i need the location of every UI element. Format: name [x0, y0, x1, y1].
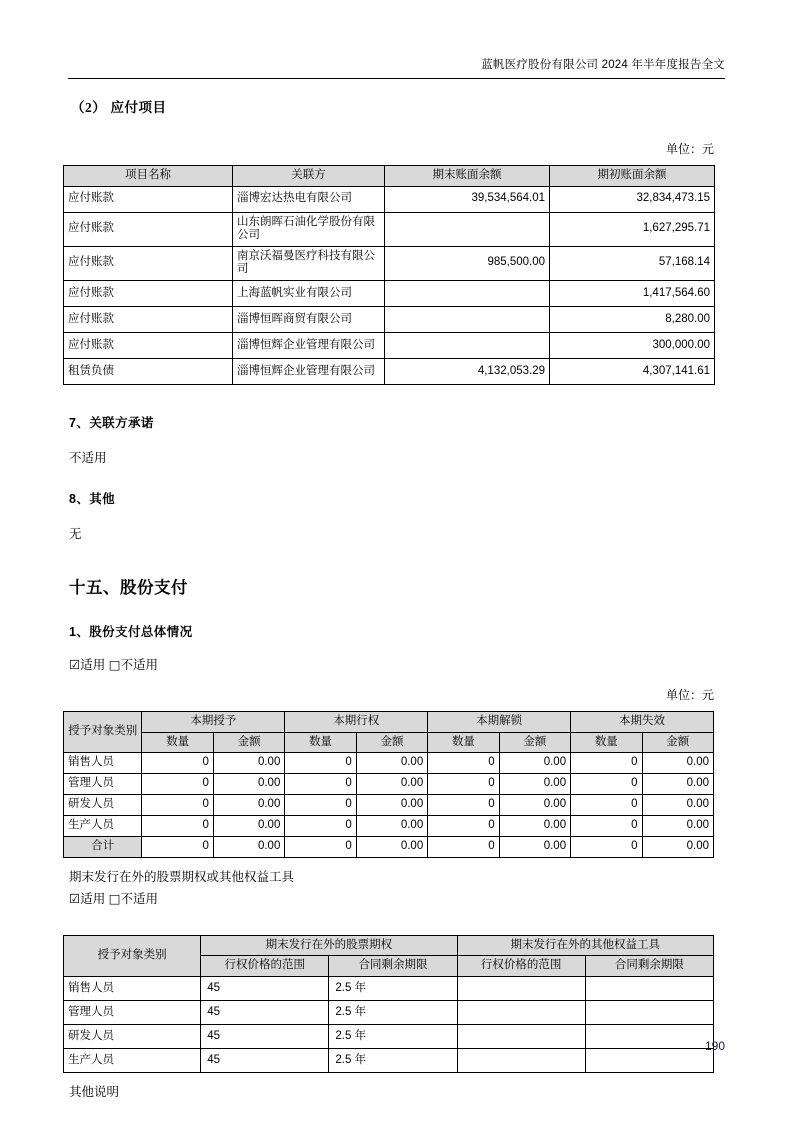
cell-value: 0: [142, 753, 213, 774]
sub-header-quantity: 数量: [142, 732, 213, 753]
cell-value: 0: [142, 795, 213, 816]
cell-value: 0.00: [642, 774, 713, 795]
cell-end-balance: [385, 306, 550, 332]
cell-remaining-term-other: [585, 976, 713, 1000]
cell-value: 0.00: [356, 795, 427, 816]
other-heading-text: 其他: [89, 492, 116, 507]
cell-value: 0: [428, 795, 499, 816]
share-payment-section-heading: 十五、股份支付: [69, 578, 188, 597]
cell-item: 应付账款: [64, 246, 233, 280]
cell-value: 0: [285, 795, 356, 816]
table-row: [64, 358, 715, 384]
sub-header-remaining-term: 合同剩余期限: [585, 956, 713, 977]
cell-remaining-term: 2.5 年: [329, 1024, 457, 1048]
cell-total-value: 0: [571, 837, 642, 858]
sub-header-amount: 金额: [499, 732, 570, 753]
cell-value: 0: [142, 816, 213, 837]
other-heading: [63, 489, 714, 507]
cell-category: 销售人员: [64, 976, 201, 1000]
cell-value: 0.00: [499, 774, 570, 795]
sub-header-amount: 金额: [213, 732, 284, 753]
sub-header-exercise-price-range: 行权价格的范围: [457, 956, 585, 977]
outstanding-caption: 期末发行在外的股票期权或其他权益工具: [69, 870, 295, 885]
not-applicable-label: 不适用: [120, 657, 159, 672]
cell-value: 0: [285, 816, 356, 837]
table-total-row: [64, 837, 714, 858]
table-row: [64, 753, 714, 774]
cell-end-balance: [385, 280, 550, 306]
table-row: [64, 332, 715, 358]
cell-item: 租赁负债: [64, 358, 233, 384]
table-row: [64, 976, 714, 1000]
cell-value: 0.00: [499, 816, 570, 837]
column-header-begin-balance: 期初账面余额: [550, 166, 715, 187]
cell-value: 0: [428, 816, 499, 837]
column-header-end-balance: 期末账面余额: [385, 166, 550, 187]
commitments-heading-number: 7、: [69, 415, 90, 430]
cell-total-label: 合计: [64, 837, 142, 858]
cell-end-balance: [385, 212, 550, 246]
table-header-row: [64, 166, 715, 187]
table-row: [64, 306, 715, 332]
header-rule: [68, 78, 725, 79]
checkbox-unchecked-icon[interactable]: □: [108, 656, 121, 672]
cell-party: 南京沃福曼医疗科技有限公司: [233, 246, 385, 280]
payables-heading-number: （2）: [71, 100, 107, 115]
cell-begin-balance: 57,168.14: [550, 246, 715, 280]
cell-party: 淄博恒辉企业管理有限公司: [233, 358, 385, 384]
commitments-heading: [63, 413, 714, 431]
cell-value: 0.00: [642, 816, 713, 837]
cell-party: 淄博恒晖商贸有限公司: [233, 306, 385, 332]
checkbox-checked-icon[interactable]: ☑: [69, 891, 81, 907]
applicability-label: 适用: [80, 892, 106, 907]
group-header-granted: 本期授予: [142, 711, 285, 732]
cell-value: 0.00: [356, 753, 427, 774]
commitments-body: 不适用: [69, 450, 107, 465]
cell-remaining-term: 2.5 年: [329, 976, 457, 1000]
applicability-label: 适用: [80, 657, 106, 672]
cell-party: 淄博宏达热电有限公司: [233, 186, 385, 212]
payables-table: [63, 165, 715, 385]
cell-begin-balance: 1,627,295.71: [550, 212, 715, 246]
table-row: [64, 246, 715, 280]
cell-exercise-price-other: [457, 1000, 585, 1024]
cell-value: 0.00: [213, 816, 284, 837]
cell-exercise-price: 45: [201, 976, 329, 1000]
cell-end-balance: 4,132,053.29: [385, 358, 550, 384]
cell-value: 0.00: [499, 753, 570, 774]
cell-value: 0.00: [642, 753, 713, 774]
cell-exercise-price-other: [457, 976, 585, 1000]
cell-value: 0.00: [356, 816, 427, 837]
other-notes-caption: 其他说明: [69, 1084, 120, 1099]
payables-heading: [63, 92, 714, 116]
cell-item: 应付账款: [64, 306, 233, 332]
share-payment-overview-number: 1、: [69, 624, 90, 639]
cell-remaining-term-other: [585, 1024, 713, 1048]
cell-begin-balance: 4,307,141.61: [550, 358, 715, 384]
cell-value: 0.00: [356, 774, 427, 795]
cell-total-value: 0: [285, 837, 356, 858]
page-number: 190: [704, 1039, 725, 1053]
cell-total-value: 0: [428, 837, 499, 858]
cell-value: 0.00: [499, 795, 570, 816]
cell-exercise-price: 45: [201, 1048, 329, 1072]
table-row: [64, 795, 714, 816]
cell-remaining-term: 2.5 年: [329, 1048, 457, 1072]
table-row: [64, 774, 714, 795]
table-row: [64, 816, 714, 837]
share-payment-overview-heading: [63, 622, 714, 640]
cell-item: 应付账款: [64, 332, 233, 358]
checkbox-checked-icon[interactable]: ☑: [69, 656, 81, 672]
column-header-item: 项目名称: [64, 166, 233, 187]
share-payment-overview-text: 股份支付总体情况: [89, 624, 193, 639]
cell-end-balance: [385, 332, 550, 358]
cell-total-value: 0.00: [642, 837, 713, 858]
group-header-other-equity: 期末发行在外的其他权益工具: [457, 935, 713, 956]
cell-value: 0.00: [642, 795, 713, 816]
table-row: [64, 1000, 714, 1024]
cell-party: 淄博恒辉企业管理有限公司: [233, 332, 385, 358]
table-header-row-top: [64, 935, 714, 956]
cell-item: 应付账款: [64, 280, 233, 306]
payables-heading-text: 应付项目: [110, 100, 167, 115]
group-header-stock-options: 期末发行在外的股票期权: [201, 935, 457, 956]
cell-remaining-term-other: [585, 1000, 713, 1024]
table-header-row-sub: [64, 732, 714, 753]
cell-value: 0: [428, 753, 499, 774]
sub-header-exercise-price-range: 行权价格的范围: [201, 956, 329, 977]
cell-party: 上海蓝帆实业有限公司: [233, 280, 385, 306]
cell-remaining-term: 2.5 年: [329, 1000, 457, 1024]
cell-exercise-price-other: [457, 1024, 585, 1048]
cell-exercise-price: 45: [201, 1024, 329, 1048]
sub-header-amount: 金额: [356, 732, 427, 753]
column-header-party: 关联方: [233, 166, 385, 187]
cell-category: 研发人员: [64, 1024, 201, 1048]
sub-header-remaining-term: 合同剩余期限: [329, 956, 457, 977]
other-heading-number: 8、: [69, 492, 90, 507]
running-header: 蓝帆医疗股份有限公司 2024 年半年度报告全文: [481, 59, 725, 71]
cell-begin-balance: 32,834,473.15: [550, 186, 715, 212]
cell-item: 应付账款: [64, 186, 233, 212]
cell-value: 0: [142, 774, 213, 795]
cell-value: 0: [285, 774, 356, 795]
cell-value: 0.00: [213, 795, 284, 816]
cell-value: 0: [285, 753, 356, 774]
cell-value: 0.00: [213, 753, 284, 774]
outstanding-options-table: [63, 935, 714, 1073]
cell-total-value: 0.00: [356, 837, 427, 858]
cell-begin-balance: 300,000.00: [550, 332, 715, 358]
cell-end-balance: 39,534,564.01: [385, 186, 550, 212]
cell-category: 销售人员: [64, 753, 142, 774]
table-row: [64, 1048, 714, 1072]
cell-value: 0: [571, 774, 642, 795]
cell-party: 山东朗晖石油化学股份有限公司: [233, 212, 385, 246]
outstanding-applicability: [63, 892, 714, 906]
cell-value: 0.00: [213, 774, 284, 795]
cell-begin-balance: 1,417,564.60: [550, 280, 715, 306]
cell-category: 生产人员: [64, 1048, 201, 1072]
cell-value: 0: [571, 816, 642, 837]
sub-header-quantity: 数量: [285, 732, 356, 753]
checkbox-unchecked-icon[interactable]: □: [108, 891, 121, 907]
sub-header-amount: 金额: [642, 732, 713, 753]
cell-total-value: 0.00: [499, 837, 570, 858]
cell-category: 生产人员: [64, 816, 142, 837]
table-header-row-top: [64, 711, 714, 732]
share-payment-applicability: [63, 658, 714, 672]
cell-value: 0: [571, 753, 642, 774]
cell-category: 管理人员: [64, 774, 142, 795]
cell-item: 应付账款: [64, 212, 233, 246]
sub-header-quantity: 数量: [571, 732, 642, 753]
table-row: [64, 1024, 714, 1048]
column-header-category: 授予对象类别: [64, 935, 201, 976]
other-body: 无: [69, 527, 82, 542]
payables-unit-label: 单位：元: [665, 142, 714, 156]
cell-category: 管理人员: [64, 1000, 201, 1024]
share-payment-unit-label: 单位：元: [665, 687, 714, 702]
group-header-lapsed: 本期失效: [571, 711, 714, 732]
not-applicable-label: 不适用: [120, 892, 159, 907]
commitments-heading-text: 关联方承诺: [89, 415, 154, 430]
cell-total-value: 0: [142, 837, 213, 858]
cell-total-value: 0.00: [213, 837, 284, 858]
cell-category: 研发人员: [64, 795, 142, 816]
cell-exercise-price: 45: [201, 1000, 329, 1024]
page-content: [63, 92, 714, 1099]
cell-exercise-price-other: [457, 1048, 585, 1072]
cell-begin-balance: 8,280.00: [550, 306, 715, 332]
column-header-category: 授予对象类别: [64, 711, 142, 752]
cell-end-balance: 985,500.00: [385, 246, 550, 280]
cell-value: 0: [428, 774, 499, 795]
cell-value: 0: [571, 795, 642, 816]
table-row: [64, 212, 715, 246]
share-payment-summary-table: [63, 711, 714, 858]
table-row: [64, 186, 715, 212]
group-header-unlocked: 本期解锁: [428, 711, 571, 732]
table-row: [64, 280, 715, 306]
sub-header-quantity: 数量: [428, 732, 499, 753]
group-header-exercised: 本期行权: [285, 711, 428, 732]
cell-remaining-term-other: [585, 1048, 713, 1072]
